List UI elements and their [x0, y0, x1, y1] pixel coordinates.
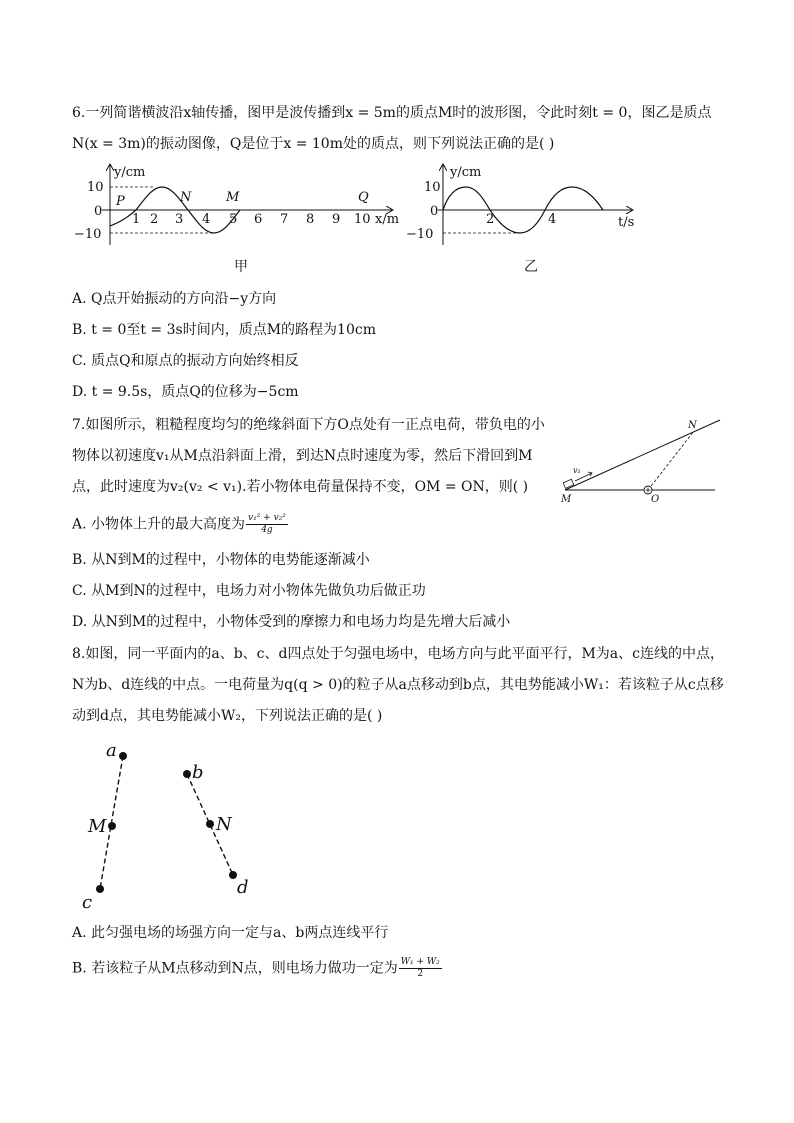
jia-tick-x-6: 6 — [254, 212, 263, 227]
q7-frac-den: 4g — [261, 525, 273, 535]
q7-frac-num: v₁² + v₂² — [248, 513, 286, 523]
jia-tick-x-10: 10 — [354, 212, 371, 227]
q6-option-c: C. 质点Q和原点的振动方向始终相反 — [72, 353, 299, 369]
jia-tick-y-0: 0 — [94, 204, 103, 219]
point-d-dot — [229, 871, 237, 879]
yi-tick-y-0: 0 — [430, 204, 439, 219]
jia-tick-x-3: 3 — [175, 212, 184, 227]
q8-option-b-text: B. 若该粒子从M点移动到N点，则电场力做功一定为 — [72, 960, 398, 977]
q8-frac-den: 2 — [417, 969, 424, 979]
wave-graph-jia — [72, 160, 412, 280]
q8-frac-num: W₁ + W₂ — [400, 957, 440, 967]
yi-tick-y-neg10: −10 — [406, 227, 434, 242]
label-M-q8: M — [88, 816, 107, 837]
vibration-graph-yi — [406, 160, 650, 280]
point-Q: Q — [358, 190, 369, 205]
yi-caption: 乙 — [524, 259, 538, 275]
point-N: N — [180, 190, 192, 205]
q7-option-a-text: A. 小物体上升的最大高度为 — [72, 516, 246, 533]
label-c: c — [82, 892, 93, 913]
label-N-q8: N — [216, 814, 232, 835]
jia-tick-x-5: 5 — [229, 212, 238, 227]
jia-caption: 甲 — [234, 259, 248, 275]
yi-tick-y-10: 10 — [424, 180, 441, 195]
q7-option-a-fraction — [246, 513, 288, 536]
jia-tick-y-neg10: −10 — [74, 227, 102, 242]
points-figure — [80, 738, 280, 913]
yi-ylabel: y/cm — [450, 165, 482, 180]
yi-tick-x-2: 2 — [486, 212, 495, 227]
jia-ylabel: y/cm — [114, 165, 146, 180]
label-d: d — [237, 877, 249, 898]
jia-xlabel: x/m — [375, 212, 400, 227]
point-b-dot — [183, 770, 191, 778]
label-v1: v₁ — [573, 466, 581, 475]
q7-option-d: D. 从N到M的过程中，小物体受到的摩擦力和电场力均是先增大后减小 — [72, 614, 511, 630]
q7-stem-line1: 7.如图所示，粗糙程度均匀的绝缘斜面下方O点处有一正点电荷，带负电的小 — [72, 417, 545, 433]
jia-tick-x-7: 7 — [280, 212, 289, 227]
jia-tick-x-4: 4 — [202, 212, 211, 227]
q7-option-b: B. 从N到M的过程中，小物体的电势能逐渐减小 — [72, 552, 370, 568]
incline-figure — [555, 418, 725, 508]
point-N-dot — [206, 820, 214, 828]
q6-stem-line1: 6.一列简谐横波沿x轴传播，图甲是波传播到x = 5m的质点M时的波形图，令此时刻t = 0，图乙是质点 — [72, 105, 712, 121]
jia-tick-x-9: 9 — [332, 212, 341, 227]
q7-stem-line2: 物体以初速度v₁从M点沿斜面上滑，到达N点时速度为零，然后下滑回到M — [72, 448, 533, 464]
q8-stem-line3: 动到d点，其电势能减小W₂，下列说法正确的是( ) — [72, 708, 383, 724]
label-O: O — [651, 494, 660, 505]
label-N: N — [688, 420, 697, 431]
q6-option-a: A. Q点开始振动的方向沿−y方向 — [72, 291, 277, 307]
q8-option-b — [72, 957, 442, 980]
yi-tick-x-4: 4 — [548, 212, 557, 227]
q6-option-b: B. t = 0至t = 3s时间内，质点M的路程为10cm — [72, 322, 376, 338]
label-M: M — [561, 494, 572, 505]
q7-option-a — [72, 513, 288, 536]
q8-option-b-fraction — [399, 957, 442, 980]
q6-option-d: D. t = 9.5s，质点Q的位移为−5cm — [72, 384, 299, 400]
point-M-dot — [108, 822, 116, 830]
yi-xlabel: t/s — [618, 215, 635, 230]
q8-stem-line1: 8.如图，同一平面内的a、b、c、d四点处于匀强电场中，电场方向与此平面平行，M为a、c连线的中点， — [72, 646, 724, 662]
point-P: P — [116, 194, 125, 209]
q7-option-c: C. 从M到N的过程中，电场力对小物体先做负功后做正功 — [72, 583, 426, 599]
point-c-dot — [96, 885, 104, 893]
point-M: M — [226, 190, 240, 205]
jia-tick-x-8: 8 — [306, 212, 315, 227]
q8-option-a: A. 此匀强电场的场强方向一定与a、b两点连线平行 — [72, 925, 389, 941]
jia-tick-x-1: 1 — [132, 212, 141, 227]
label-a: a — [106, 740, 117, 761]
q7-stem-line3: 点，此时速度为v₂(v₂ < v₁).若小物体电荷量保持不变，OM = ON，则( ) — [72, 479, 529, 495]
q6-stem-line2: N(x = 3m)的振动图像，Q是位于x = 10m处的质点，则下列说法正确的是( ) — [72, 136, 555, 152]
q8-stem-line2: N为b、d连线的中点。一电荷量为q(q > 0)的粒子从a点移动到b点，其电势能减小W₁：若该粒子从c点移 — [72, 677, 724, 693]
jia-tick-x-2: 2 — [150, 212, 159, 227]
jia-tick-y-10: 10 — [87, 180, 104, 195]
label-b: b — [192, 762, 204, 783]
point-a-dot — [119, 752, 127, 760]
